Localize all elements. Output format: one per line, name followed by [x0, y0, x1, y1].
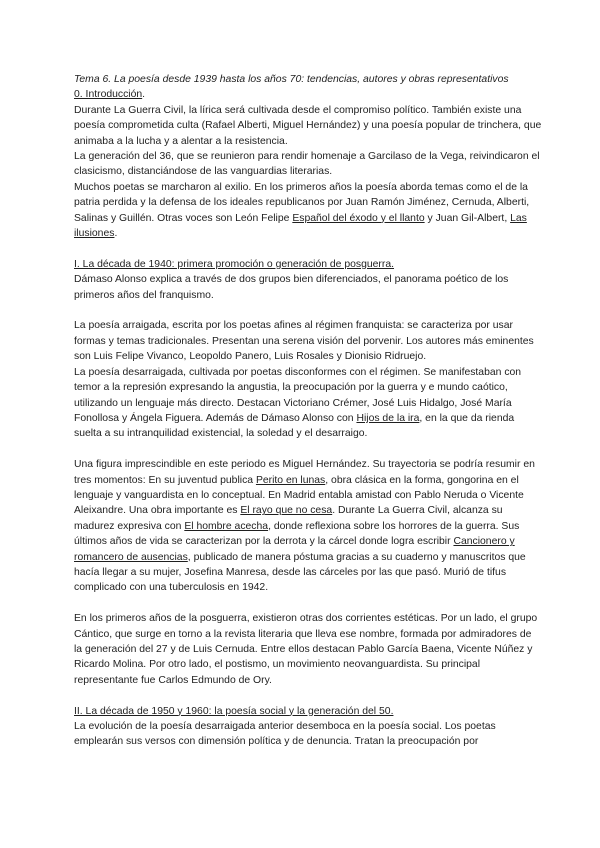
intro-paragraph-1: Durante La Guerra Civil, la lírica será cultivada desde el compromiso político. También existe una poesía comprometida culta (Rafael Alberti, Miguel Hernández) y una poesía popular de trinchera, que animaba a la lucha y a alentar a la resistencia. — [74, 104, 542, 147]
s1-p4-text-d: , donde reflexiona sobre los horrores de la guerra. Sus últimos años de vida se caracterizan por la derrota y la cárcel donde logra escribir — [74, 520, 520, 548]
document-title: Tema 6. La poesía desde 1939 hasta los años 70: tendencias, autores y obras representativos — [74, 74, 509, 85]
work-link-el-rayo-que-no-cesa: El rayo que no cesa — [240, 505, 333, 517]
section1-paragraph-5: En los primeros años de la posguerra, existieron otras dos corrientes estéticas. Por un lado, el grupo Cántico, que surge en torno a la revista literaria que lleva ese nombre, formada por admiradores de la generación del 27 y de Luis Cernuda. Entre ellos destacan Pablo García Baena, Vicente Núñez y Ricardo Molina. Por otro lado, el postismo, un movimiento neovanguardista. Su principal representante fue Carlos Edmundo de Ory. — [74, 613, 538, 686]
section2-paragraph-1: La evolución de la poesía desarraigada anterior desemboca en la poesía social. Los poetas emplearán sus versos con dimensión política y de denuncia. Tratan la preocupación por — [74, 720, 496, 748]
section1-paragraph-2: La poesía arraigada, escrita por los poetas afines al régimen franquista: se caracteriza por usar formas y temas tradicionales. Presentan una serena visión del porvenir. Los autores más eminentes son Luis Felipe Vivanco, Leopoldo Panero, Luis Rosales y Dionisio Ridruejo. — [74, 320, 534, 363]
section1-paragraph-4 — [74, 457, 542, 596]
spacer — [74, 303, 542, 318]
section1-paragraph-3 — [74, 365, 542, 442]
section1-paragraph-1: Dámaso Alonso explica a través de dos grupos bien diferenciados, el panorama poético de los primeros años del franquismo. — [74, 274, 509, 301]
intro-paragraph-2: La generación del 36, que se reunieron para rendir homenaje a Garcilaso de la Vega, reivindicaron el clasicismo, distanciándose de las vanguardias literarias. — [74, 151, 540, 178]
s1-p3-text-a: La poesía desarraigada, cultivada por poetas disconformes con el régimen. Se manifestaban con temor a la represión expresando la angustia, la preocupación por la guerra y e mundo caótico, utilizando un lenguaje más directo. Destacan Victoriano Crémer, José Luis Hidalgo, José María Fonollosa y Ángela Figuera. Además de Dámaso Alonso con — [74, 366, 522, 424]
intro-paragraph-3 — [74, 180, 542, 242]
intro-p3-text-c: . — [114, 228, 118, 240]
work-link-espanol-del-exodo: Español del éxodo y el llanto — [292, 212, 425, 224]
s1-p4-text-a: Una figura imprescindible en este periodo es Miguel Hernández. Su trayectoria se podría resumir en tres momentos: En su juventud publica — [74, 459, 535, 486]
intro-p3-text-b: y Juan Gil-Albert, — [424, 212, 511, 224]
work-link-hijos-de-la-ira: Hijos de la ira — [356, 412, 420, 424]
spacer — [74, 596, 542, 611]
section2-heading: II. La década de 1950 y 1960: la poesía social y la generación del 50. — [74, 705, 394, 717]
spacer — [74, 241, 542, 256]
intro-p3-text-a: Muchos poetas se marcharon al exilio. En los primeros años la poesía aborda temas como el de la patria perdida y la defensa de los ideales republicanos por Juan Ramón Jiménez, Cernuda, Alberti, Salinas y Guillén. Otras voces son León Felipe — [74, 181, 530, 224]
s1-p3-text-b: , en la que da rienda suelta a su intranquilidad existencial, la soledad y el desarraigo. — [74, 412, 515, 440]
work-link-el-hombre-acecha: El hombre acecha — [184, 520, 269, 532]
work-link-perito-en-lunas: Perito en lunas — [255, 474, 326, 486]
s1-p4-text-b: , obra clásica en la forma, gongorina en el lenguaje y vanguardista en lo conceptual. En Madrid entabla amistad con Pablo Neruda o Vicente Aleixandre. Una obra importante es — [74, 474, 524, 517]
intro-heading-line — [74, 87, 542, 102]
s1-p4-text-c: . Durante La Guerra Civil, alcanza su madurez expresiva con — [74, 505, 503, 532]
section1-heading: I. La década de 1940: primera promoción o generación de posguerra. — [74, 258, 395, 270]
work-link-las-ilusiones: Las ilusiones — [74, 212, 527, 240]
intro-heading-suffix: . — [142, 89, 146, 101]
spacer — [74, 442, 542, 457]
spacer — [74, 688, 542, 703]
intro-heading: 0. Introducción — [74, 89, 143, 101]
work-link-cancionero: Cancionero y romancero de ausencias — [74, 536, 515, 563]
s1-p4-text-e: , publicado de manera póstuma gracias a su cuaderno y manuscritos que hacía llegar a su mujer, Josefina Manresa, desde las cárceles por las que pasó. Murió de tifus complicado con una tuberculosis en 1942. — [74, 551, 526, 594]
